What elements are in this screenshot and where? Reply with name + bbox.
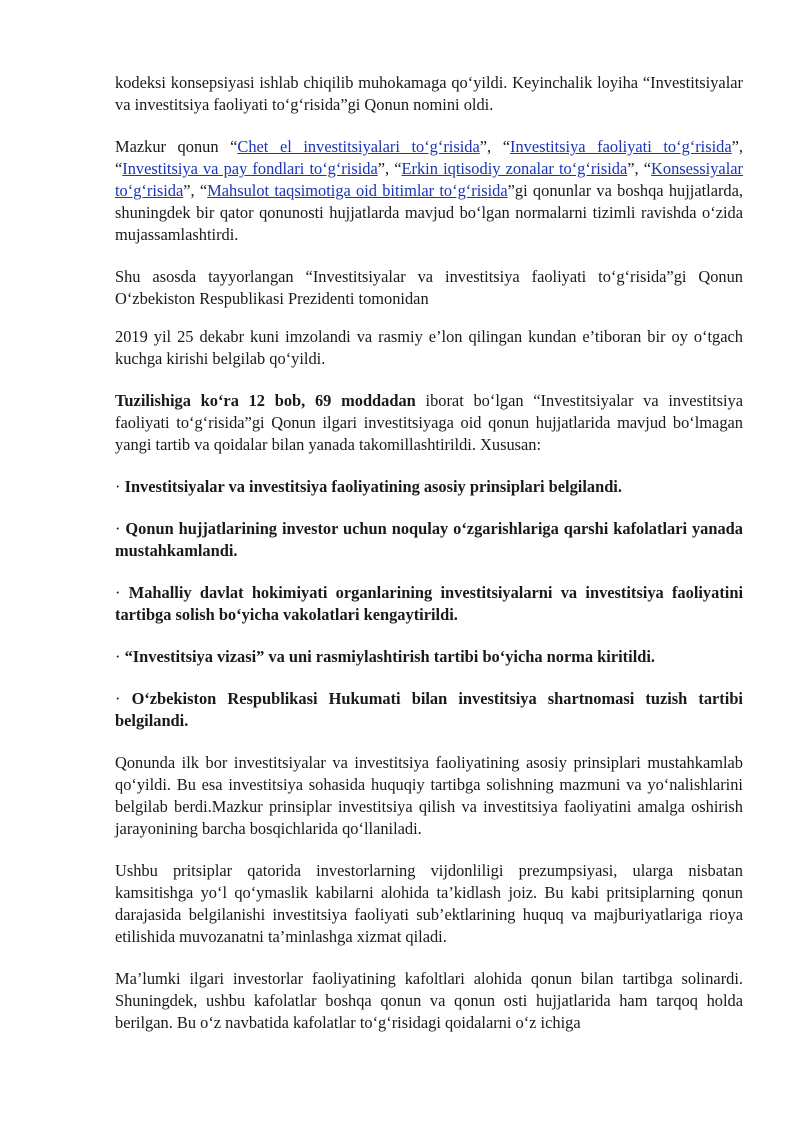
text-fragment: ”, “ bbox=[115, 137, 744, 178]
bullet-marker: · bbox=[115, 477, 125, 496]
link-free-economic-zones-law[interactable]: Erkin iqtisodiy zonalar to‘g‘risida bbox=[401, 159, 628, 178]
bullet-item bbox=[115, 688, 743, 732]
structure-bold-text: Tuzilishiga ko‘ra 12 bob, 69 moddadan bbox=[115, 391, 416, 410]
bullet-text: Qonun hujjatlarining investor uchun noqulay o‘zgarishlariga qarshi kafolatlari yanada mustahkamlandi. bbox=[115, 519, 743, 560]
paragraph-signed-date: 2019 yil 25 dekabr kuni imzolandi va rasmiy e’lon qilingan kundan e’tiboran bir oy o‘tgach kuchga kirishi belgilab qo‘yildi. bbox=[115, 327, 743, 368]
paragraph-laws bbox=[115, 136, 743, 246]
text-fragment: ”, “ bbox=[627, 159, 652, 178]
bullet-text: Investitsiyalar va investitsiya faoliyatining asosiy prinsiplari belgilandi. bbox=[124, 477, 622, 496]
bullet-marker: · bbox=[115, 583, 129, 602]
paragraph-prepared: Shu asosda tayyorlangan “Investitsiyalar va investitsiya faoliyati to‘g‘risida”gi Qonun O‘zbekiston Respublikasi Prezidenti tomonidan bbox=[115, 267, 743, 308]
link-foreign-investments-law[interactable]: Chet el investitsiyalari to‘g‘risida bbox=[237, 137, 480, 156]
bullet-text: O‘zbekiston Respublikasi Hukumati bilan investitsiya shartnomasi tuzish tartibi belgilandi. bbox=[115, 689, 743, 730]
bullet-item bbox=[115, 582, 743, 626]
text-fragment: ”gi qonunlar va boshqa hujjatlarda, shuningdek bir qator qonunosti hujjatlarda mavjud bo‘lgan normalarni tizimli ravishda o‘zida mujassamlashtirdi. bbox=[115, 181, 743, 244]
paragraph-presumption: Ushbu pritsiplar qatorida investorlarning vijdonliligi prezumpsiyasi, ularga nisbatan kamsitishga yo‘l qo‘ymaslik kabilarni alohida ta’kidlash joiz. Bu kabi pritsiplarning qonun darajasida belgilanishi investitsiya faoliyati sub’ektlarining huquq va majburiyatlariga rioya etilishida muvozanatni ta’minlashga xizmat qiladi. bbox=[115, 861, 743, 946]
text-fragment: Mazkur qonun “ bbox=[115, 137, 238, 156]
text-fragment: ”, “ bbox=[377, 159, 402, 178]
bullet-text: “Investitsiya vizasi” va uni rasmiylashtirish tartibi bo‘yicha norma kiritildi. bbox=[124, 647, 656, 666]
text-fragment: ”, “ bbox=[479, 137, 510, 156]
document-page bbox=[115, 72, 743, 1034]
bullet-marker: · bbox=[115, 647, 125, 666]
bullet-item bbox=[115, 646, 743, 668]
structure-rest-text: iborat bo‘lgan “Investitsiyalar va investitsiya faoliyati to‘g‘risida”gi Qonun ilgari investitsiyaga oid qonun hujjatlarida mavjud bo‘lmagan yangi tartib va qoidalar bilan yanada takomillashtirildi. Xususan: bbox=[115, 391, 743, 454]
bullet-marker: · bbox=[115, 689, 132, 708]
paragraph-principles: Qonunda ilk bor investitsiyalar va investitsiya faoliyatining asosiy prinsiplari mustahkamlab qo‘yildi. Bu esa investitsiya sohasida huquqiy tartibga solishning mazmuni va yo‘nalishlarini belgilab berdi.Mazkur prinsiplar investitsiya qilish va investitsiya faoliyatini amalga oshirish jarayonining barcha bosqichlarida qo‘llaniladi. bbox=[115, 753, 743, 838]
paragraph-structure bbox=[115, 390, 743, 456]
bullet-text: Mahalliy davlat hokimiyati organlarining investitsiyalarni va investitsiya faoliyatini tartibga solish bo‘yicha vakolatlari kengaytirildi. bbox=[115, 583, 744, 624]
link-investment-funds-law[interactable]: Investitsiya va pay fondlari to‘g‘risida bbox=[122, 159, 378, 178]
paragraph-guarantees: Ma’lumki ilgari investorlar faoliyatining kafoltlari alohida qonun bilan tartibga solinardi. Shuningdek, ushbu kafolatlar boshqa qonun va qonun osti hujjatlarida ham tarqoq holda berilgan. Bu o‘z navbatida kafolatlar to‘g‘risidagi qoidalarni o‘z ichiga bbox=[115, 969, 743, 1032]
link-production-sharing-law[interactable]: Mahsulot taqsimotiga oid bitimlar to‘g‘risida bbox=[207, 181, 508, 200]
bullet-item bbox=[115, 518, 743, 562]
link-investment-activity-law[interactable]: Investitsiya faoliyati to‘g‘risida bbox=[510, 137, 732, 156]
bullet-marker: · bbox=[115, 519, 126, 538]
text-fragment: ”, “ bbox=[183, 181, 208, 200]
link-concessions-law[interactable]: Konsessiyalar to‘g‘risida bbox=[115, 159, 743, 200]
paragraph-intro: kodeksi konsepsiyasi ishlab chiqilib muhokamaga qo‘yildi. Keyinchalik loyiha “Investitsiyalar va investitsiya faoliyati to‘g‘risida”gi Qonun nomini oldi. bbox=[115, 73, 743, 114]
bullet-item bbox=[115, 476, 743, 498]
